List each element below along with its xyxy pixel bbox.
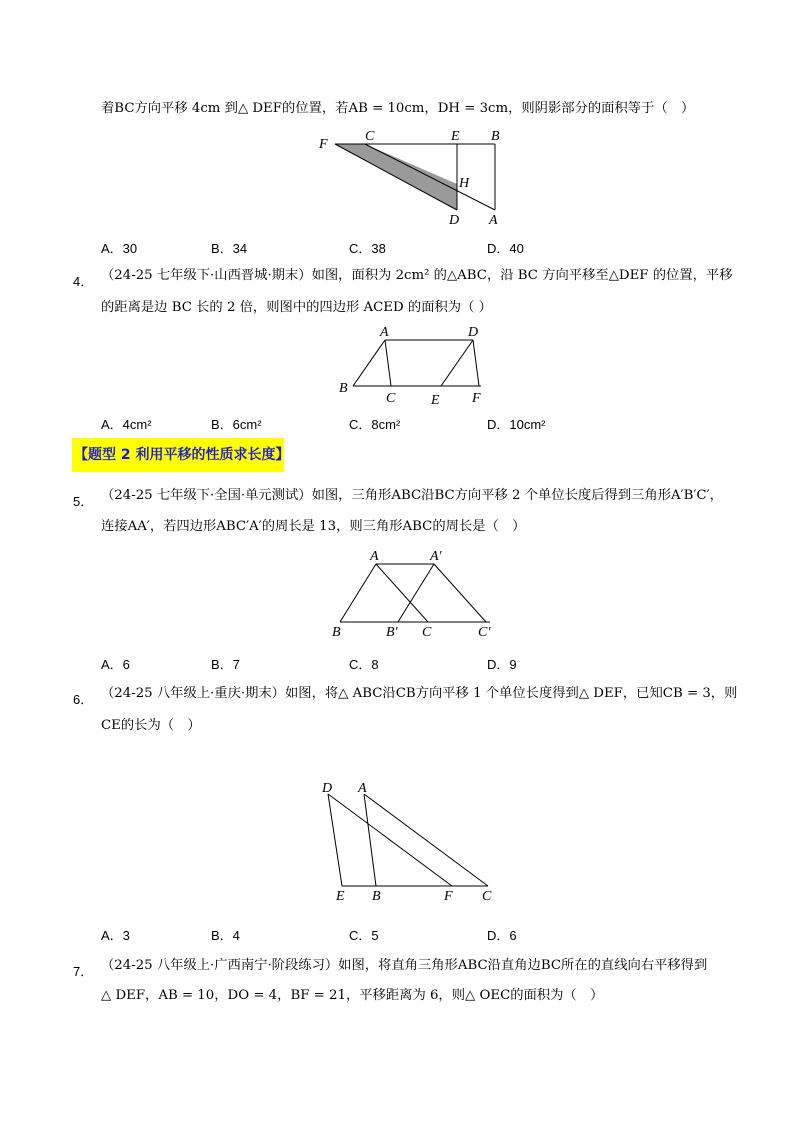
q4-label-A: A <box>380 325 389 340</box>
q7-text-line2: △ DEF，AB = 10，DO = 4，BF = 21，平移距离为 6，则△ OEC的面积为（ ） <box>101 988 604 1003</box>
q6-text-line2: CE的长为（ ） <box>101 718 201 733</box>
q3-label-C: C <box>365 129 375 144</box>
q3-option-b[interactable]: B．34 <box>211 241 248 256</box>
q4-label-D: D <box>468 325 479 340</box>
q6-option-d[interactable]: D．6 <box>487 928 517 943</box>
q6-text-line1: （24-25 八年级上·重庆·期末）如图，将△ ABC沿CB方向平移 1 个单位长度得到△ DEF，已知CB = 3，则 <box>101 686 738 701</box>
q4-option-b[interactable]: B．6cm² <box>211 417 262 432</box>
q5-label-B: B <box>332 625 341 638</box>
q3-text-line1: 着BC方向平移 4cm 到△ DEF的位置，若AB = 10cm，DH = 3cm，则阴影部分的面积等于（ ） <box>101 101 695 116</box>
q5-label-C: C <box>422 625 432 638</box>
q6-label-F: F <box>444 889 453 904</box>
q3-option-d[interactable]: D．40 <box>487 241 524 256</box>
q3-label-H: H <box>459 176 470 191</box>
q3-option-c[interactable]: C．38 <box>349 241 386 256</box>
q6-label-A: A <box>358 781 367 796</box>
q6-label-B: B <box>372 889 381 904</box>
q5-option-c[interactable]: C．8 <box>349 657 379 672</box>
q6-label-C: C <box>482 889 492 904</box>
q3-figure <box>315 126 515 230</box>
q4-number: 4． <box>73 274 94 289</box>
q3-option-a[interactable]: A．30 <box>101 241 138 256</box>
q5-text-line2: 连接AA′，若四边形ABC′A′的周长是 13，则三角形ABC的周长是（ ） <box>101 519 526 534</box>
q5-label-A-prime: A′ <box>430 549 442 564</box>
q7-text-line1: （24-25 八年级上·广西南宁·阶段练习）如图，将直角三角形ABC沿直角边BC所在的直线向右平移得到 <box>101 958 708 973</box>
q4-label-E: E <box>431 393 440 408</box>
q4-label-C: C <box>386 391 396 406</box>
q6-option-b[interactable]: B．4 <box>211 928 240 943</box>
q3-label-D: D <box>449 213 460 228</box>
q5-label-B-prime: B′ <box>386 625 398 638</box>
q4-option-a[interactable]: A．4cm² <box>101 417 152 432</box>
q3-label-B: B <box>491 129 500 144</box>
q5-number: 5． <box>73 494 94 509</box>
q4-text-line1: （24-25 七年级下·山西晋城·期末）如图，面积为 2cm² 的△ABC，沿 BC 方向平移至△DEF 的位置，平移 <box>101 268 733 283</box>
q5-label-A: A <box>370 549 379 564</box>
q4-option-c[interactable]: C．8cm² <box>349 417 401 432</box>
q5-text-line1: （24-25 七年级下·全国·单元测试）如图，三角形ABC沿BC方向平移 2 个单位长度后得到三角形A′B′C′， <box>101 488 723 503</box>
q5-option-a[interactable]: A．6 <box>101 657 130 672</box>
q5-label-C-prime: C′ <box>478 625 491 638</box>
q4-label-F: F <box>472 391 481 406</box>
q5-option-d[interactable]: D．9 <box>487 657 517 672</box>
q3-label-F: F <box>319 137 328 152</box>
q6-number: 6． <box>73 692 94 707</box>
q6-option-a[interactable]: A．3 <box>101 928 130 943</box>
q7-number: 7． <box>73 964 94 979</box>
q4-figure <box>333 322 493 408</box>
q6-label-D: D <box>322 781 333 796</box>
q5-option-b[interactable]: B．7 <box>211 657 240 672</box>
q3-label-A: A <box>489 213 498 228</box>
q5-figure <box>322 546 502 638</box>
section-heading: 【题型 2 利用平移的性质求长度】 <box>72 438 284 472</box>
q4-label-B: B <box>339 381 348 396</box>
q4-option-d[interactable]: D．10cm² <box>487 417 546 432</box>
q4-text-line2: 的距离是边 BC 长的 2 倍，则图中的四边形 ACED 的面积为（ ） <box>101 300 492 315</box>
q6-option-c[interactable]: C．5 <box>349 928 379 943</box>
q3-label-E: E <box>451 129 460 144</box>
q6-figure <box>318 776 508 904</box>
q6-label-E: E <box>336 889 345 904</box>
